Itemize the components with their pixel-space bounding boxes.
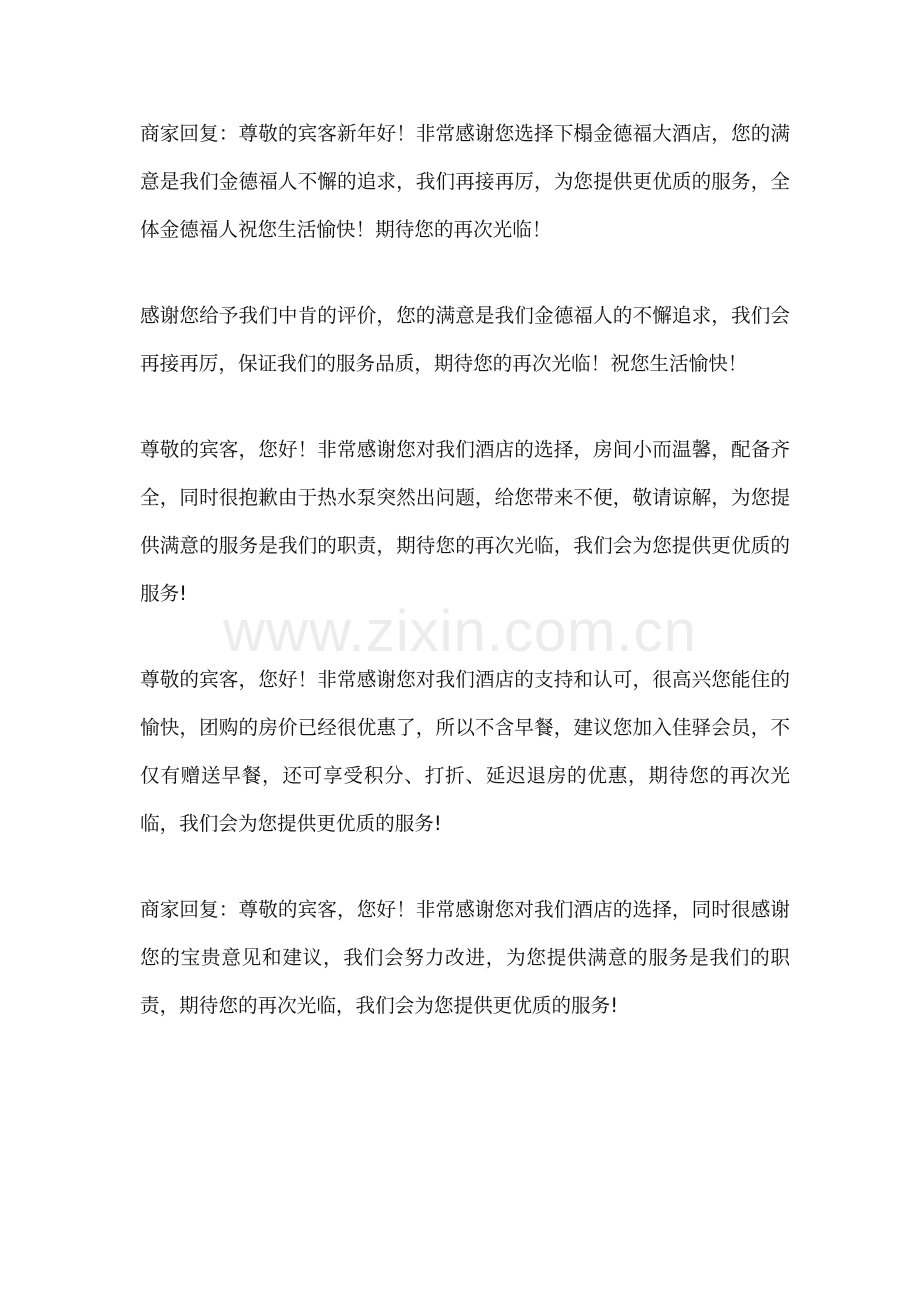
document-body [140,110,790,1068]
reply-paragraph: 商家回复：尊敬的宾客，您好！非常感谢您对我们酒店的选择，同时很感谢您的宝贵意见和建议，我们会努力改进，为您提供满意的服务是我们的职责，期待您的再次光临，我们会为您提供更优质的服务! [140,898,790,1017]
reply-paragraph: 尊敬的宾客，您好！非常感谢您对我们酒店的支持和认可，很高兴您能住的愉快，团购的房价已经很优惠了，所以不含早餐，建议您加入佳驿会员，不仅有赠送早餐，还可享受积分、打折、延迟退房的优惠，期待您的再次光临，我们会为您提供更优质的服务! [140,668,790,835]
reply-paragraph: 感谢您给予我们中肯的评价，您的满意是我们金德福人的不懈追求，我们会再接再厉，保证我们的服务品质，期待您的再次光临！祝您生活愉快！ [140,304,790,375]
reply-paragraph: 商家回复：尊敬的宾客新年好！非常感谢您选择下榻金德福大酒店，您的满意是我们金德福人不懈的追求，我们再接再厉，为您提供更优质的服务，全体金德福人祝您生活愉快！期待您的再次光临！ [140,122,790,241]
reply-paragraph: 尊敬的宾客，您好！非常感谢您对我们酒店的选择，房间小而温馨，配备齐全，同时很抱歉由于热水泵突然出问题，给您带来不便，敬请谅解，为您提供满意的服务是我们的职责，期待您的再次光临，我们会为您提供更优质的服务! [140,438,790,605]
watermark: www.zixin.com.cn [223,599,697,664]
